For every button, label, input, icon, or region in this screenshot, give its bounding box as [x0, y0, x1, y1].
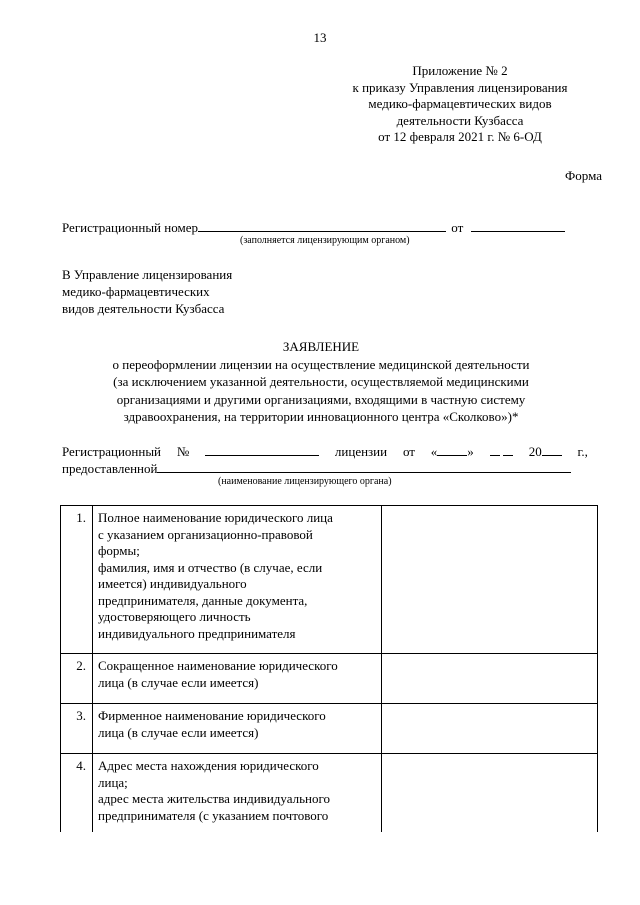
row-description-line: лица (в случае если имеется) — [98, 674, 259, 690]
appendix-line: к приказу Управления лицензирования — [352, 79, 568, 95]
table-row — [61, 704, 598, 754]
row-description-line: Фирменное наименование юридического — [98, 708, 326, 723]
license-year-suffix: г., — [577, 444, 588, 459]
license-month-field-b[interactable] — [503, 442, 513, 456]
row-value-field[interactable] — [382, 754, 598, 832]
appendix-line: деятельности Кузбасса — [396, 112, 524, 128]
row-value-field[interactable] — [382, 506, 598, 654]
addressee-line: В Управление лицензирования — [62, 267, 233, 282]
table-row — [61, 506, 598, 654]
row-description-line: Адрес места нахождения юридического — [98, 758, 319, 773]
registration-label: Регистрационный номер — [62, 220, 198, 235]
table-row — [61, 754, 598, 832]
provided-label: предоставленной — [62, 461, 158, 476]
appendix-line: медико-фармацевтических видов — [368, 96, 552, 111]
registration-row — [62, 218, 565, 236]
issuing-authority-hint: (наименование лицензирующего органа) — [218, 476, 392, 487]
application-heading: ЗАЯВЛЕНИЕ — [282, 339, 360, 354]
row-description-line: Сокращенное наименование юридического — [98, 658, 338, 673]
application-subtitle-line: здравоохранения, на территории инновационного центра «Сколково»)* — [123, 409, 519, 424]
addressee-line: медико-фармацевтических — [62, 284, 210, 299]
license-number-sign: № — [176, 444, 190, 459]
form-label: Форма — [565, 168, 602, 183]
registration-underline-short — [198, 218, 212, 232]
addressee-block — [62, 266, 232, 317]
row-description-line: предпринимателя (с указанием почтового — [98, 807, 329, 823]
row-description-line: лица (в случае если имеется) — [98, 724, 259, 740]
application-title-block — [60, 338, 582, 426]
row-description-line: индивидуального предпринимателя — [98, 625, 296, 641]
appendix-line: от 12 февраля 2021 г. № 6-ОД — [378, 129, 542, 144]
row-value-field[interactable] — [382, 654, 598, 704]
application-subtitle-line: организациями и другими организациями, входящими в частную систему — [116, 391, 526, 407]
row-description — [93, 754, 382, 832]
table-row — [61, 654, 598, 704]
row-description-line: имеется) индивидуального — [98, 576, 247, 591]
provided-row — [62, 459, 571, 477]
application-subtitle-line: (за исключением указанной деятельности, осуществляемой медицинскими — [113, 374, 529, 389]
application-table — [60, 505, 598, 832]
issuing-authority-field[interactable] — [157, 459, 571, 473]
row-description — [93, 654, 382, 704]
row-description — [93, 506, 382, 654]
row-value-field[interactable] — [382, 704, 598, 754]
addressee-line: видов деятельности Кузбасса — [62, 301, 225, 316]
license-day-field[interactable] — [437, 442, 467, 456]
row-number: 1. — [61, 506, 93, 654]
application-subtitle-line: о переоформлении лицензии на осуществление медицинской деятельности — [112, 356, 530, 372]
row-description-line: формы; — [98, 543, 140, 558]
row-number: 4. — [61, 754, 93, 832]
page-number: 13 — [313, 30, 327, 45]
row-number: 3. — [61, 704, 93, 754]
row-description — [93, 704, 382, 754]
row-description-line: адрес места жительства индивидуального — [98, 791, 330, 806]
license-year-prefix: 20 — [528, 444, 542, 459]
registration-hint: (заполняется лицензирующим органом) — [240, 235, 410, 246]
license-reg-label: Регистрационный — [62, 444, 162, 459]
row-description-line: с указанием организационно-правовой — [98, 526, 313, 542]
row-description-line: предпринимателя, данные документа, — [98, 592, 308, 608]
registration-date-field[interactable] — [471, 218, 565, 232]
license-quote-close: » — [467, 444, 474, 459]
row-description-line: Полное наименование юридического лица — [98, 510, 333, 525]
appendix-line: Приложение № 2 — [412, 63, 508, 78]
license-quote-open: « — [430, 444, 438, 459]
license-label: лицензии — [334, 444, 388, 459]
license-number-field[interactable] — [205, 442, 319, 456]
license-month-field-a[interactable] — [490, 442, 500, 456]
registration-from-label: от — [451, 220, 464, 235]
row-description-line: фамилия, имя и отчество (в случае, если — [98, 559, 323, 575]
appendix-header — [330, 63, 590, 146]
row-description-line: удостоверяющего личность — [98, 609, 251, 624]
registration-number-field[interactable] — [212, 218, 446, 232]
license-year-field[interactable] — [542, 442, 562, 456]
row-number: 2. — [61, 654, 93, 704]
license-from-label: от — [402, 444, 415, 459]
license-row — [62, 442, 588, 460]
row-description-line: лица; — [98, 774, 128, 790]
